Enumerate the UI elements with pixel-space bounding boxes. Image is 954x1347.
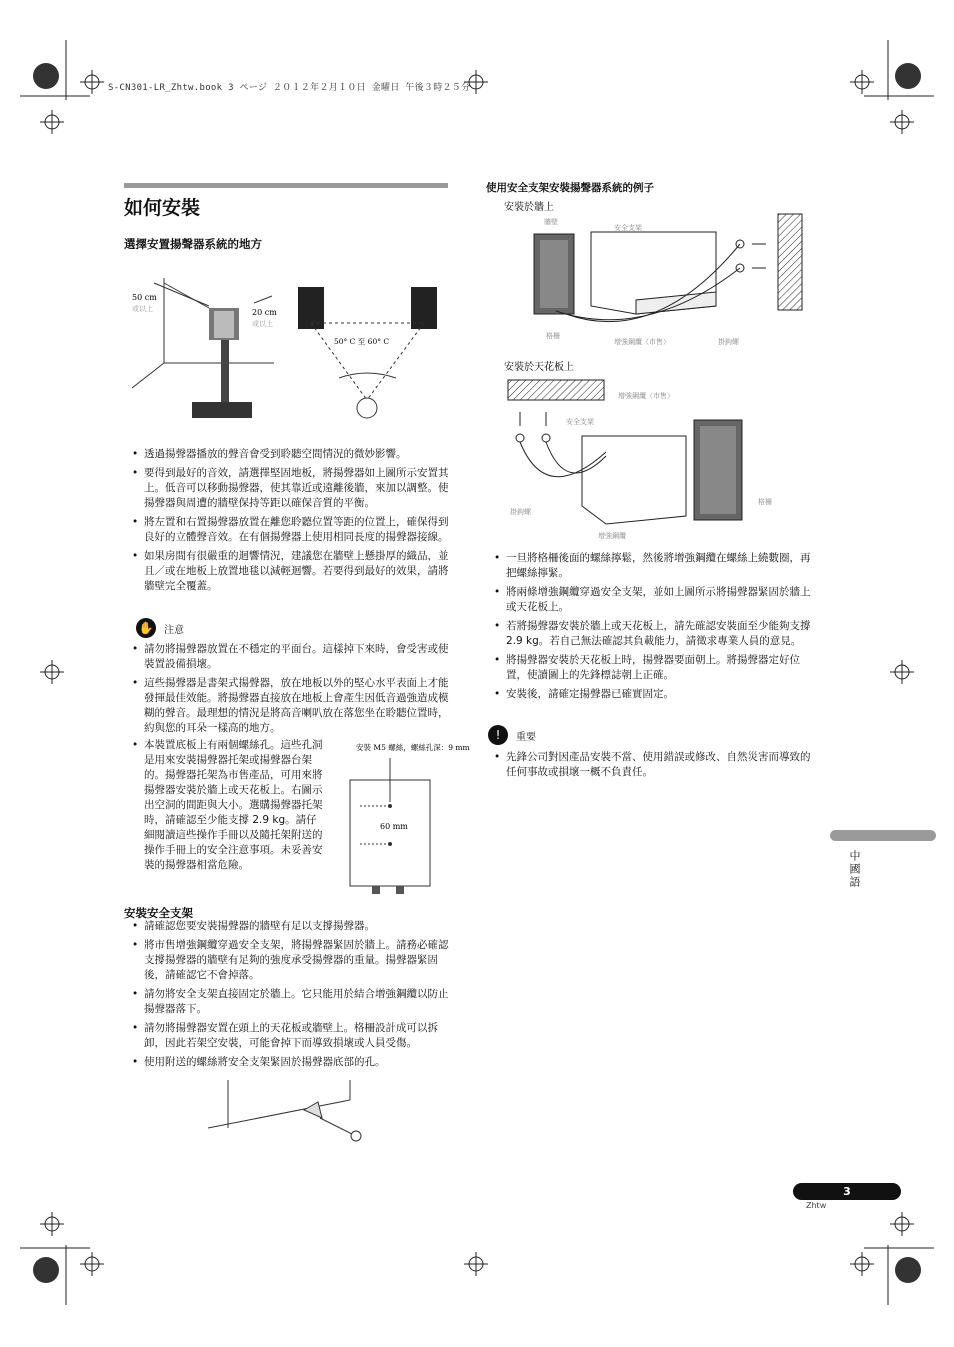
list-item: • 這些揚聲器是書架式揚聲器，放在地板以外的堅心水平表面上才能發揮最佳效能。將揚聲器直接放在地板上會產生因低音過強造成模糊的聲音。最理想的情況是將高音喇叭放在落您坐在聆聽位置時，約與您的耳朵一樣高的地方。 bbox=[130, 676, 450, 736]
ceiling-mount-title: 安裝於天花板上 bbox=[504, 362, 574, 373]
wall-mount-title: 安裝於牆上 bbox=[504, 202, 554, 213]
screw-hole-figure bbox=[340, 740, 470, 900]
list-item: • 一旦將格柵後面的螺絲擰鬆，然後將增強鋼纜在螺絲上繞數圈，再把螺絲擰緊。 bbox=[492, 551, 814, 581]
wall-mount-figure bbox=[486, 196, 816, 356]
page-number: 3 bbox=[793, 1183, 901, 1200]
list-item: • 將市售增強鋼纜穿過安全支架，將揚聲器緊固於牆上。請務必確認支撐揚聲器的牆壁有足夠的強度承受揚聲器的重量。揚聲器緊固後，請確認它不會掉落。 bbox=[130, 938, 450, 983]
dist-50-sub: 或以上 bbox=[132, 305, 153, 313]
angle-label: 50° C 至 60° C bbox=[334, 337, 390, 346]
list-item: • 先鋒公司對因產品安裝不當、使用錯誤或修改、自然災害而導致的任何事故或損壞一概不負責任。 bbox=[492, 750, 814, 780]
list-item: • 將左置和右置揚聲器放置在離您聆聽位置等距的位置上，確保得到良好的立體聲音效。在有個揚聲器上使用相同長度的揚聲器接線。 bbox=[130, 515, 450, 545]
list-item: • 使用附送的螺絲將安全支架緊固於揚聲器底部的孔。 bbox=[130, 1055, 450, 1070]
list-item: • 安裝後，請確定揚聲器已確實固定。 bbox=[492, 687, 814, 702]
placement-figure bbox=[124, 278, 449, 433]
running-header: S-CN301-LR_Zhtw.book 3 ページ ２０１２年２月１０日 金曜日 午後３時２５分 bbox=[108, 83, 471, 93]
section-title-examples: 使用安全支架安裝揚聲器系統的例子 bbox=[486, 182, 654, 194]
list-item: • 將揚聲器安裝於天花板上時，揚聲器要面朝上。將揚聲器定好位置，使讀圖上的先鋒標誌朝上正確。 bbox=[492, 653, 814, 683]
caution-bullets bbox=[130, 642, 450, 740]
language-tab-label: 中國語 bbox=[848, 850, 861, 889]
list-item: • 透過揚聲器播放的聲音會受到聆聽空間情況的微妙影響。 bbox=[130, 447, 450, 462]
language-tab bbox=[830, 830, 936, 841]
list-item: • 請勿將揚聲器安置在頭上的天花板或牆壁上。格柵設計成可以拆卸，因此若架空安裝，可能會掉下而導致損壞或人員受傷。 bbox=[130, 1021, 450, 1051]
caution-heading bbox=[136, 618, 184, 638]
screw-note: 安裝 M5 螺絲，螺絲孔深：9 mm bbox=[356, 743, 470, 752]
wall-label: 牆壁 bbox=[544, 218, 558, 226]
screw-label: 掛鉤螺 bbox=[718, 338, 739, 346]
list-item: • 請勿將揚聲器放置在不穩定的平面台。這樣掉下來時，會受害或使裝置設備損壞。 bbox=[130, 642, 450, 672]
ceiling-cable-label: 增強鋼纜（市售） bbox=[618, 392, 674, 400]
grille-label: 格柵 bbox=[546, 332, 560, 340]
section-title-placement: 選擇安置揚聲器系統的地方 bbox=[124, 237, 262, 251]
important-bullets bbox=[492, 750, 814, 784]
page-language-code: Zhtw bbox=[806, 1201, 827, 1210]
section-title-bracket: 安裝安全支架 bbox=[124, 906, 193, 920]
list-item: • 請勿將安全支架直接固定於牆上。它只能用於結合增強鋼纜以防止揚聲器落下。 bbox=[130, 987, 450, 1017]
bracket-screw-figure bbox=[200, 1080, 370, 1150]
caution-label: 注意 bbox=[164, 624, 184, 636]
list-item: • 要得到最好的音效，請選擇堅固地板，將揚聲器如上圖所示安置其上。低音可以移動揚聲器，使其靠近或遠離後牆，來加以調整。使揚聲器與周遭的牆壁保持等距以確保音質的平衡。 bbox=[130, 466, 450, 511]
list-item: • 本裝置底板上有兩個螺絲孔。這些孔洞是用來安裝揚聲器托架或揚聲器台架的。揚聲器托架為市售產品，可用來將揚聲器安裝於牆上或天花板上。右圖示出空洞的間距與大小。選購揚聲器托架時，請確認至少能支撐 2.9 kg。請仔細閱讀這些操作手冊以及隨托架附送的操作手冊上的安全注意事項。未妥善安裝的揚聲器相當危險。 bbox=[130, 738, 326, 873]
cable-label: 增強鋼纜（市售） bbox=[614, 338, 670, 346]
page-title: 如何安裝 bbox=[124, 197, 201, 219]
important-heading bbox=[488, 725, 536, 745]
hand-warning-icon: ✋ bbox=[136, 618, 156, 638]
list-item: • 將兩條增強鋼纜穿過安全支架，並如上圖所示將揚聲器緊固於牆上或天花板上。 bbox=[492, 585, 814, 615]
dist-20-sub: 或以上 bbox=[252, 320, 273, 328]
bracket-label: 安全支架 bbox=[614, 224, 642, 232]
list-item: • 請確認您要安裝揚聲器的牆壁有足以支撐揚聲器。 bbox=[130, 919, 450, 934]
ceiling-wire-label: 增強鋼纜 bbox=[598, 532, 626, 540]
section-bar bbox=[124, 183, 448, 188]
hole-distance-label: 60 mm bbox=[380, 822, 408, 831]
screw-hole-bullet bbox=[130, 738, 326, 877]
dist-20-label: 20 cm bbox=[252, 308, 277, 317]
important-label: 重要 bbox=[516, 731, 536, 743]
dist-50-label: 50 cm bbox=[132, 293, 157, 302]
ceiling-grille-label: 格柵 bbox=[758, 498, 772, 506]
important-icon: ! bbox=[488, 725, 508, 745]
ceiling-mount-figure bbox=[486, 356, 816, 546]
list-item: • 如果房間有很嚴重的迴響情況，建議您在牆壁上懸掛厚的織品，並且／或在地板上放置地毯以減輕迴響。若要得到最好的效果，請將牆壁完全覆蓋。 bbox=[130, 549, 450, 594]
list-item: • 若將揚聲器安裝於牆上或天花板上，請先確認安裝面至少能夠支撐 2.9 kg。若自己無法確認其負載能力，請徵求專業人員的意見。 bbox=[492, 619, 814, 649]
mount-bullets bbox=[492, 551, 814, 706]
ceiling-bracket-label: 安全支架 bbox=[566, 418, 594, 426]
placement-bullets bbox=[130, 447, 450, 598]
ceiling-screw-label: 掛鉤螺 bbox=[510, 508, 531, 516]
bracket-bullets bbox=[130, 919, 450, 1074]
